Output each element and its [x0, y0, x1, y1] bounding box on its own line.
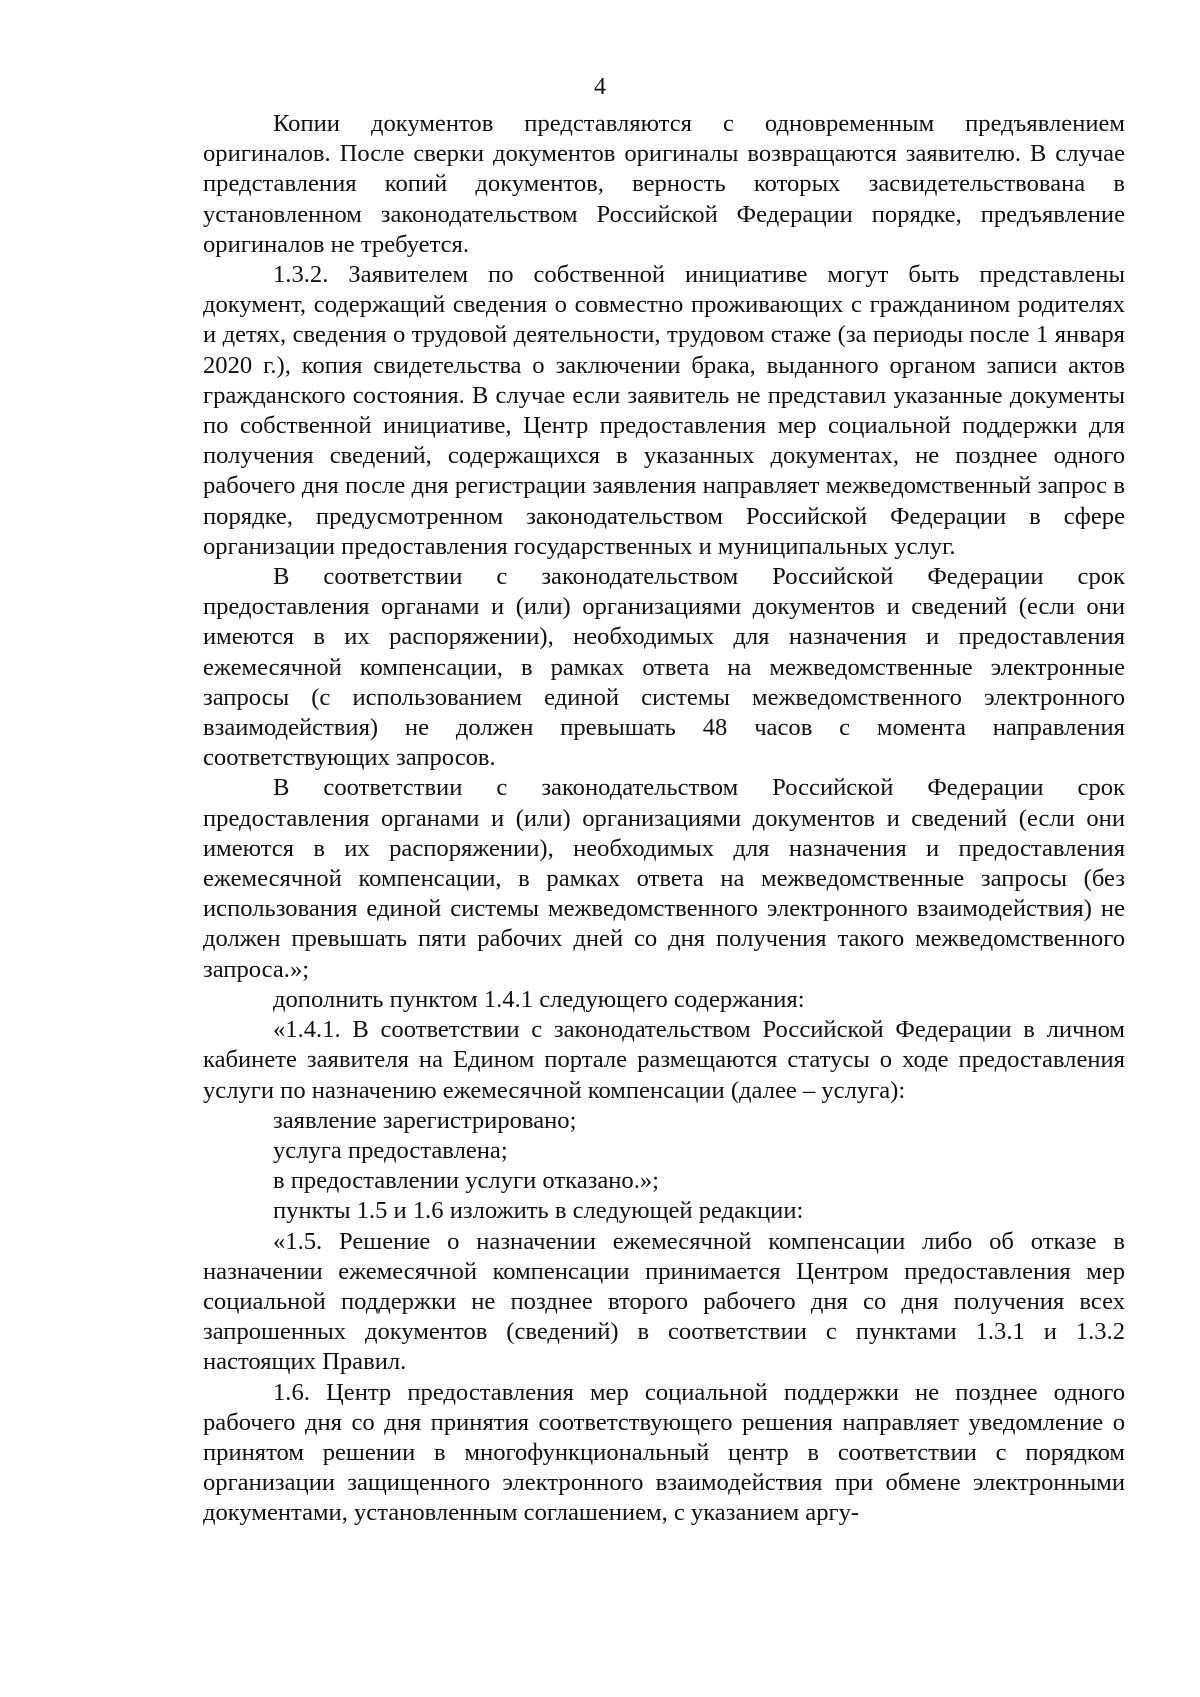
paragraph-non-electronic-requests-term: В соответствии с законодательством Российской Федерации срок предоставления органами и (или) организациями документов и сведений (если они имеются в их распоряжении), необходимых для назначения и предоставления ежемесячной компенсации, в рамках ответа на межведомственные запросы (без использования единой системы межведомственного электронного взаимодействия) не должен превышать пяти рабочих дней со дня получения такого межведомственного запроса.»;	[203, 774, 1125, 983]
paragraph-copies-of-documents: Копии документов представляются с одновременным предъявлением оригиналов. После сверки документов оригиналы возвращаются заявителю. В случае представления копий документов, верность которых засвидетельствована в установленном законодательством Российской Федерации порядке, предъявление оригиналов не требуется.	[203, 110, 1125, 258]
paragraph-add-item-1-4-1: дополнить пунктом 1.4.1 следующего содержания:	[273, 985, 805, 1013]
paragraph-1-6: 1.6. Центр предоставления мер социальной поддержки не позднее одного рабочего дня со дня принятия соответствующего решения направляет уведомление о принятом решении в многофункциональный центр в соответствии с порядком организации защищенного электронного взаимодействия при обмене электронными документами, установленным соглашением, с указанием аргу-	[203, 1378, 1125, 1527]
paragraph-1-4-1: «1.4.1. В соответствии с законодательством Российской Федерации в личном кабинете заявителя на Едином портале размещаются статусы о ходе предоставления услуги по назначению ежемесячной компенсации (далее – услуга):	[203, 1016, 1125, 1104]
paragraph-items-1-5-1-6-intro: пункты 1.5 и 1.6 изложить в следующей редакции:	[273, 1197, 804, 1225]
status-registered: заявление зарегистрировано;	[273, 1106, 577, 1134]
page-number: 4	[594, 74, 606, 100]
paragraph-1-3-2: 1.3.2. Заявителем по собственной инициативе могут быть представлены документ, содержащий сведения о совместно проживающих с гражданином родителях и детях, сведения о трудовой деятельности, трудовом стаже (за периоды после 1 января 2020 г.), копия свидетельства о заключении брака, выданного органом записи актов гражданского состояния. В случае если заявитель не представил указанные документы по собственной инициативе, Центр предоставления мер социальной поддержки для получения сведений, содержащихся в указанных документах, не позднее одного рабочего дня после дня регистрации заявления направляет межведомственный запрос в порядке, предусмотренном законодательством Российской Федерации в сфере организации предоставления государственных и муниципальных услуг.	[203, 261, 1125, 560]
status-refused: в предоставлении услуги отказано.»;	[273, 1167, 659, 1195]
document-body	[203, 109, 1125, 1529]
paragraph-electronic-requests-term: В соответствии с законодательством Российской Федерации срок предоставления органами и (или) организациями документов и сведений (если они имеются в их распоряжении), необходимых для назначения и предоставления ежемесячной компенсации, в рамках ответа на межведомственные электронные запросы (с использованием единой системы межведомственного электронного взаимодействия) не должен превышать 48 часов с момента направления соответствующих запросов.	[203, 563, 1125, 772]
status-provided: услуга предоставлена;	[273, 1136, 508, 1164]
paragraph-1-5: «1.5. Решение о назначении ежемесячной компенсации либо об отказе в назначении ежемесячной компенсации принимается Центром предоставления мер социальной поддержки не позднее второго рабочего дня со дня получения всех запрошенных документов (сведений) в соответствии с пунктами 1.3.1 и 1.3.2 настоящих Правил.	[203, 1227, 1125, 1376]
